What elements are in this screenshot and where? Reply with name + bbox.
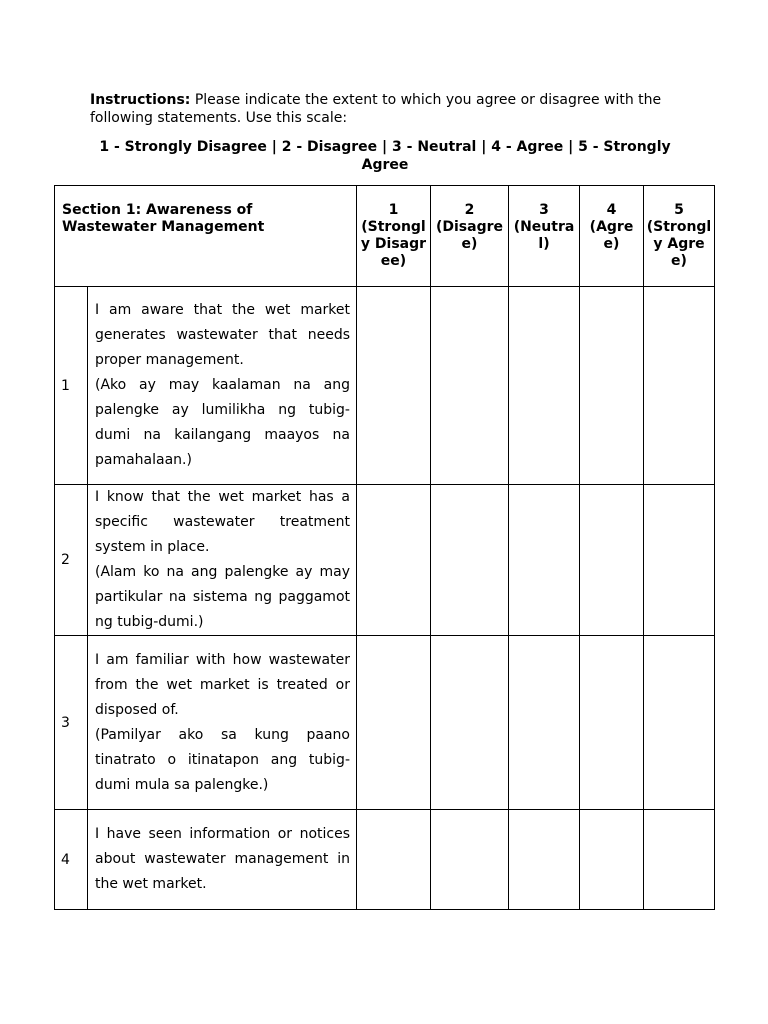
rating-cell-1[interactable] xyxy=(357,287,431,485)
row-number: 3 xyxy=(55,636,88,810)
rating-cell-2[interactable] xyxy=(431,485,509,636)
rating-cell-1[interactable] xyxy=(357,636,431,810)
survey-table xyxy=(54,185,715,910)
column-header-number: 1 xyxy=(388,202,399,218)
statement-filipino: (Pamilyar ako sa kung paano tinatrato o itinatapon ang tubig-dumi mula sa palengke.) xyxy=(95,726,350,793)
statement-filipino: (Ako ay may kaalaman na ang palengke ay lumilikha ng tubig-dumi na kailangang maayos na pamahalaan.) xyxy=(95,377,350,468)
column-header-label: (Strongly Agree) xyxy=(646,219,712,269)
statement-english: I am aware that the wet market generates wastewater that needs proper management. xyxy=(95,302,350,368)
rating-cell-2[interactable] xyxy=(431,636,509,810)
column-header-number: 3 xyxy=(539,202,549,218)
column-header-label: (Strongly Disagree) xyxy=(360,219,427,269)
column-header-number: 4 xyxy=(606,202,617,218)
rating-cell-5[interactable] xyxy=(644,485,715,636)
statement-cell xyxy=(88,636,357,810)
table-row xyxy=(55,287,715,485)
rating-cell-4[interactable] xyxy=(580,287,644,485)
rating-cell-3[interactable] xyxy=(509,636,580,810)
rating-cell-3[interactable] xyxy=(509,810,580,910)
column-header-label: (Disagree) xyxy=(435,219,504,252)
statement-filipino: (Alam ko na ang palengke ay may partikular na sistema ng paggamot ng tubig-dumi.) xyxy=(95,564,350,630)
row-number: 4 xyxy=(55,810,88,910)
rating-cell-5[interactable] xyxy=(644,810,715,910)
column-header-4 xyxy=(580,186,644,287)
column-header-3 xyxy=(509,186,580,287)
rating-cell-1[interactable] xyxy=(357,810,431,910)
column-header-1 xyxy=(357,186,431,287)
rating-cell-4[interactable] xyxy=(580,485,644,636)
statement-english: I am familiar with how wastewater from the wet market is treated or disposed of. xyxy=(95,651,350,718)
instructions-text: Please indicate the extent to which you agree or disagree with the following statements. Use this scale: xyxy=(90,92,662,126)
section-header: Section 1: Awareness of Wastewater Management xyxy=(55,186,357,287)
rating-cell-2[interactable] xyxy=(431,287,509,485)
column-header-label: (Agree) xyxy=(589,219,634,252)
column-header-2 xyxy=(431,186,509,287)
rating-cell-2[interactable] xyxy=(431,810,509,910)
row-number: 1 xyxy=(55,287,88,485)
statement-cell xyxy=(88,485,357,636)
column-header-label: (Neutral) xyxy=(513,219,575,252)
table-header-row xyxy=(55,186,715,287)
column-header-number: 5 xyxy=(674,202,684,218)
instructions-lead: Instructions: xyxy=(90,92,191,108)
rating-scale: 1 - Strongly Disagree | 2 - Disagree | 3 - Neutral | 4 - Agree | 5 - Strongly Agree xyxy=(99,139,671,173)
rating-cell-1[interactable] xyxy=(357,485,431,636)
statement-cell xyxy=(88,810,357,910)
column-header-5 xyxy=(644,186,715,287)
instructions-paragraph xyxy=(90,91,680,127)
statement-english: I have seen information or notices about wastewater management in the wet market. xyxy=(95,826,350,892)
rating-cell-5[interactable] xyxy=(644,636,715,810)
rating-cell-5[interactable] xyxy=(644,287,715,485)
table-row xyxy=(55,485,715,636)
statement-english: I know that the wet market has a specific wastewater treatment system in place. xyxy=(95,489,350,555)
table-row xyxy=(55,636,715,810)
statement-cell xyxy=(88,287,357,485)
rating-cell-4[interactable] xyxy=(580,810,644,910)
table-row xyxy=(55,810,715,910)
rating-cell-3[interactable] xyxy=(509,485,580,636)
rating-cell-4[interactable] xyxy=(580,636,644,810)
column-header-number: 2 xyxy=(464,202,475,218)
rating-cell-3[interactable] xyxy=(509,287,580,485)
row-number: 2 xyxy=(55,485,88,636)
